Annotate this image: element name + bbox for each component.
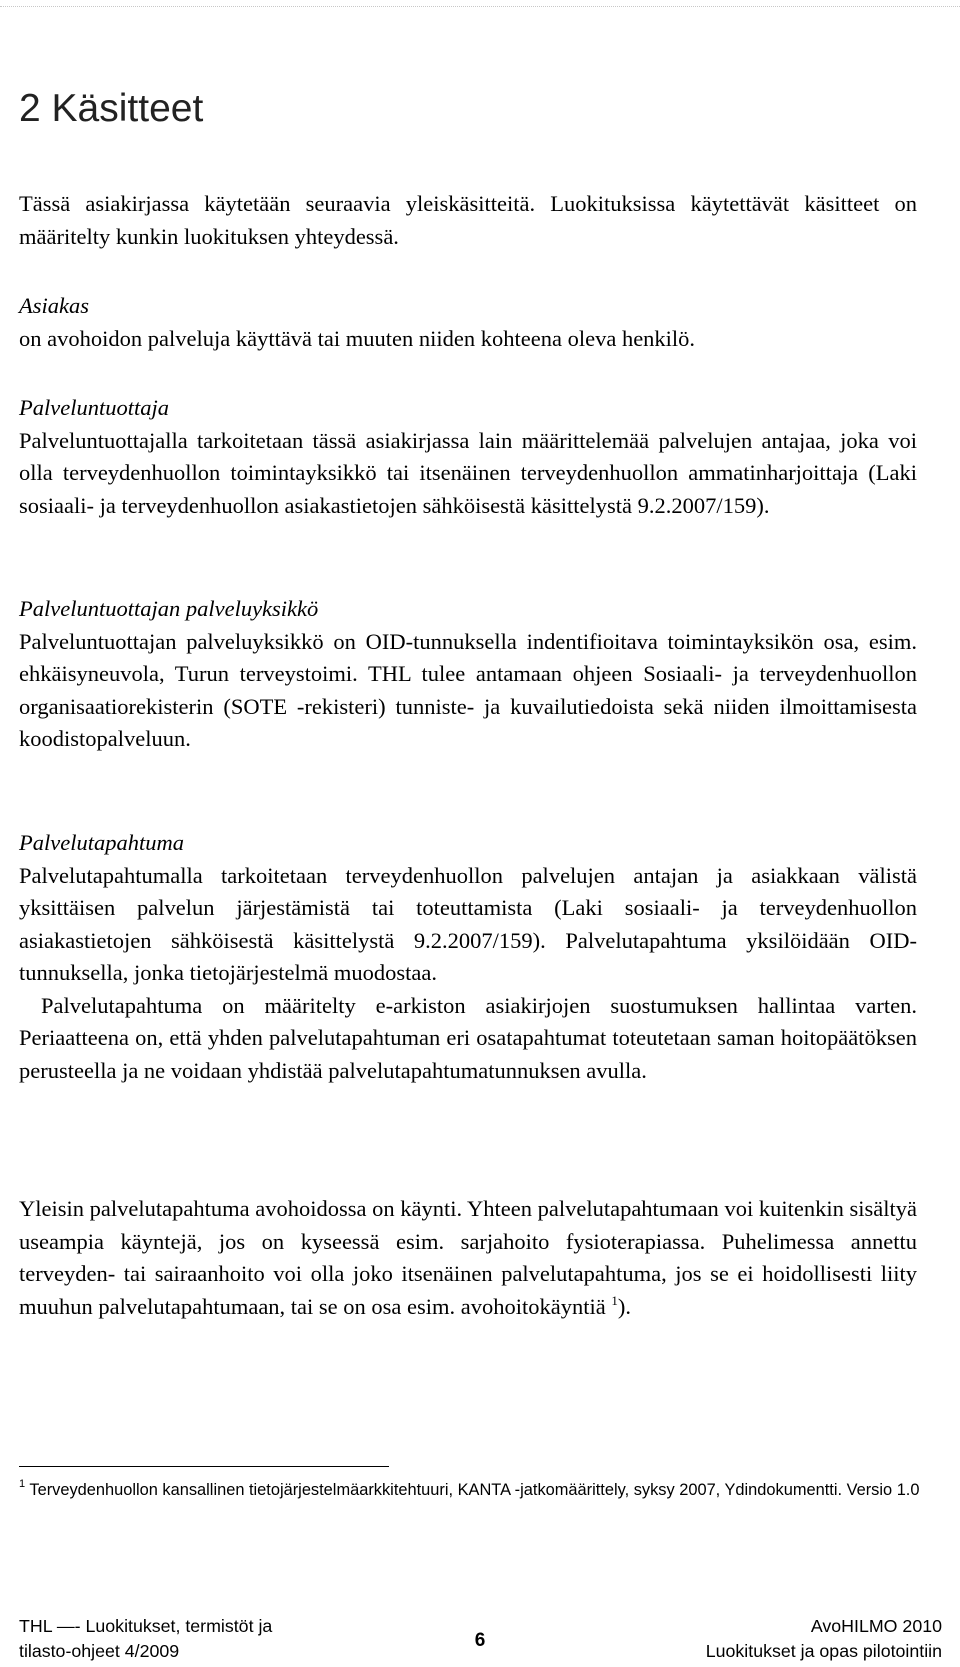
top-border-rule <box>0 6 960 7</box>
intro-text: Tässä asiakirjassa käytetään seuraavia yleiskäsitteitä. Luokituksissa käytettävät käsitteet on määritelty kunkin luokituksen yhteydessä. <box>19 191 917 249</box>
page-title: 2 Käsitteet <box>19 87 204 130</box>
footer-left-line2: tilasto-ohjeet 4/2009 <box>19 1641 180 1661</box>
term-palveluyksikko <box>19 593 917 756</box>
term-heading-palvelutapahtuma: Palvelutapahtuma <box>19 830 184 855</box>
term-definition-palvelutapahtuma: Palvelutapahtumalla tarkoitetaan terveydenhuollon palvelujen antajan ja asiakkaan välistä yksittäisen palvelun järjestämistä tai toteuttamista (Laki sosiaali- ja terveydenhuollon asiakastietojen sähköisestä käsittelystä 9.2.2007/159). Palvelutapahtuma yksilöidään OID-tunnuksella, jonka tietojärjestelmä muodostaa. <box>19 862 917 985</box>
term-heading-palveluyksikko: Palveluntuottajan palveluyksikkö <box>19 596 319 621</box>
term-definition-palvelutapahtuma-2: Palvelutapahtuma on määritelty e-arkiston asiakirjojen suostumuksen hallintaa varten. Periaatteena on, että yhden palvelutapahtuman eri osatapahtumat toteutetaan saman hoitopäätöksen perusteella ja ne voidaan yhdistää palvelutapahtumatunnuksen avulla. <box>19 992 917 1083</box>
footnote-separator <box>19 1466 389 1467</box>
term-heading-palveluntuottaja: Palveluntuottaja <box>19 395 169 420</box>
term-definition-palveluntuottaja: Palveluntuottajalla tarkoitetaan tässä asiakirjassa lain määrittelemää palvelujen antajaa, joka voi olla terveydenhuollon toimintayksikkö tai itsenäinen terveydenhuollon ammatinharjoittaja (Laki sosiaali- ja terveydenhuollon asiakastietojen sähköisestä käsittelystä 9.2.2007/159). <box>19 427 917 518</box>
closing-paragraph <box>19 1193 917 1323</box>
closing-text-end: ). <box>617 1293 631 1319</box>
footnote-text: Terveydenhuollon kansallinen tietojärjestelmäarkkitehtuuri, KANTA -jatkomäärittely, syksy 2007, Ydindokumentti. Versio 1.0 <box>25 1481 920 1499</box>
footnote-reference: 1 <box>611 1292 618 1308</box>
footer-left-line1: THL —- Luokitukset, termistöt ja <box>19 1616 273 1636</box>
footer-right-line1: AvoHILMO 2010 <box>810 1616 942 1636</box>
term-definition-asiakas: on avohoidon palveluja käyttävä tai muuten niiden kohteena oleva henkilö. <box>19 325 696 351</box>
footer-right-line2: Luokitukset ja opas pilotointiin <box>705 1641 942 1661</box>
page-number: 6 <box>474 1630 486 1651</box>
closing-text <box>19 1193 917 1323</box>
term-palveluntuottaja <box>19 392 917 522</box>
footnote <box>19 1478 924 1503</box>
term-heading-asiakas: Asiakas <box>19 293 89 318</box>
term-asiakas <box>19 290 917 355</box>
footnote-marker: 1 <box>19 1478 26 1490</box>
footer-right <box>706 1614 942 1664</box>
term-definition-palveluyksikko: Palveluntuottajan palveluyksikkö on OID-tunnuksella indentifioitava toimintayksikön osa, esim. ehkäisyneuvola, Turun terveystoimi. THL tulee antamaan ohjeen Sosiaali- ja terveydenhuollon organisaatiorekisterin (SOTE -rekisteri) tunniste- ja kuvailutiedoista sekä niiden ilmoittamisesta koodistopalveluun. <box>19 628 917 751</box>
closing-text-main: Yleisin palvelutapahtuma avohoidossa on käynti. Yhteen palvelutapahtumaan voi kuitenkin sisältyä useampia käyntejä, jos on kyseessä esim. sarjahoito fysioterapiassa. Puhelimessa annettu terveyden- tai sairaanhoito voi olla joko itsenäinen palvelutapahtuma, jos se ei hoidollisesti liity muuhun palvelutapahtumaan, tai se on osa esim. avohoitokäyntiä <box>19 1196 917 1319</box>
intro-paragraph <box>19 188 917 253</box>
term-palvelutapahtuma <box>19 827 917 1087</box>
